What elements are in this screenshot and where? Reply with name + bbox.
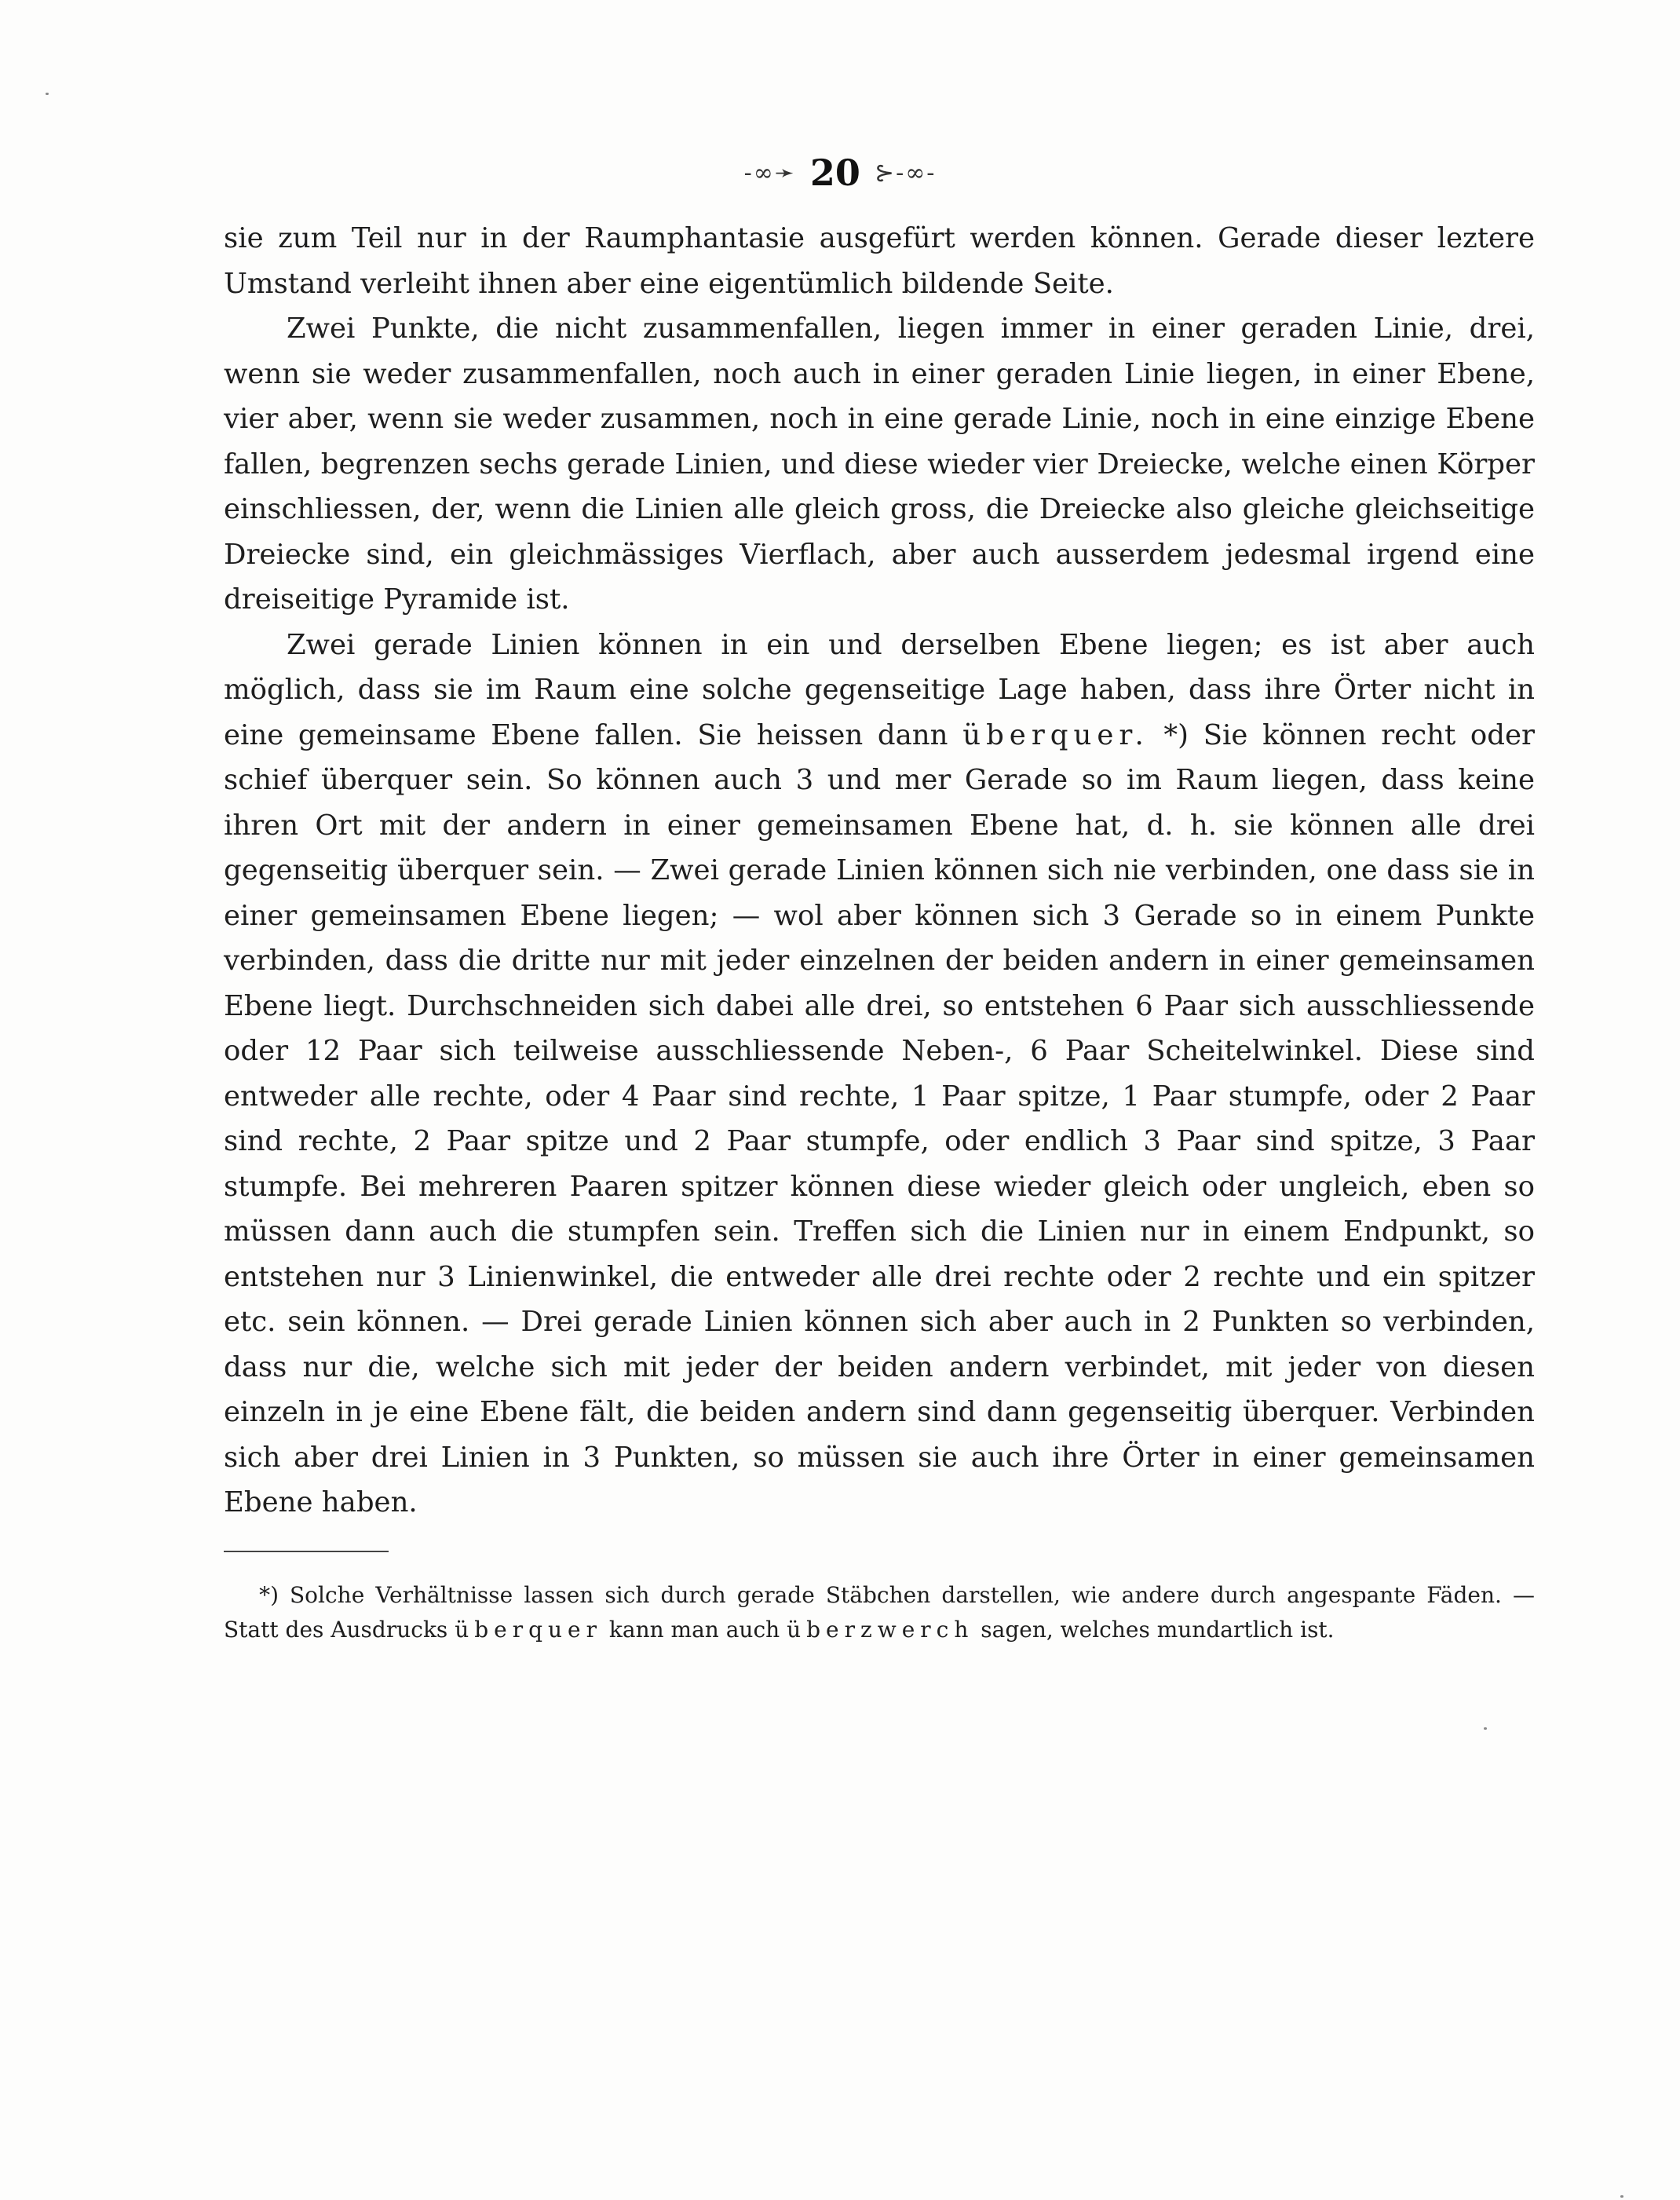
scan-speck [46, 93, 49, 95]
spaced-term: überquer [455, 1617, 603, 1643]
paragraph-text: Zwei gerade Linien können in ein und derselben Ebene liegen; es ist aber auch möglich, dass sie im Raum eine solche gegenseitige Lage haben, dass ihre Örter nicht in eine gemeinsame Ebene fallen. Sie heissen dann [224, 628, 1535, 751]
paragraph-text: sie zum Teil nur in der Raumphantasie ausgefürt werden können. Gerade dieser leztere Umstand verleiht ihnen aber eine eigentümlich bildende Seite. [224, 222, 1535, 300]
footnote-text [224, 1578, 1535, 1647]
ornament-right-icon: ⊱-∞- [874, 159, 937, 187]
paragraph-text: *) Sie können recht oder schief überquer sein. So können auch 3 und mer Gerade so im Raum liegen, dass keine ihren Ort mit der andern in einer gemeinsamen Ebene hat, d. h. sie können alle drei gegenseitig überquer sein. — Zwei gerade Linien können sich nie verbinden, one dass sie in einer gemeinsamen Ebene liegen; — wol aber können sich 3 Gerade so in einem Punkte verbinden, dass die dritte nur mit jeder einzelnen der beiden andern in einer gemeinsamen Ebene liegt. Durchschneiden sich dabei alle drei, so entstehen 6 Paar sich ausschliessende oder 12 Paar sich teilweise ausschliessende Neben-, 6 Paar Scheitelwinkel. Diese sind entweder alle rechte, oder 4 Paar sind rechte, 1 Paar spitze, 1 Paar stumpfe, oder 2 Paar sind rechte, 2 Paar spitze und 2 Paar stumpfe, oder endlich 3 Paar sind spitze, 3 Paar stumpfe. Bei mehreren Paaren spitzer können diese wieder gleich oder ungleich, eben so müssen dann auch die stumpfen sein. Treffen sich die Linien nur in einem Endpunkt, so entstehen nur 3 Linienwinkel, die entweder alle drei rechte oder 2 rechte und ein spitzer etc. sein können. — Drei gerade Linien können sich aber auch in 2 Punkten so verbinden, dass nur die, welche sich mit jeder der beiden andern verbindet, mit jeder von diesen einzeln in je eine Ebene fält, die beiden andern sind dann gegenseitig überquer. Verbinden sich aber drei Linien in 3 Punkten, so müssen sie auch ihre Örter in einer gemeinsamen Ebene haben. [224, 718, 1535, 1518]
spaced-term: überquer. [962, 718, 1149, 751]
footnote-segment: kann man auch [602, 1617, 787, 1643]
page-number: 20 [809, 152, 860, 194]
paragraph-text: Zwei Punkte, die nicht zusammenfallen, liegen immer in einer geraden Linie, drei, wenn sie weder zusammenfallen, noch auch in einer geraden Linie liegen, in einer Ebene, vier aber, wenn sie weder zusammen, noch in eine gerade Linie, noch in eine einzige Ebene fallen, begrenzen sechs gerade Linien, und diese wieder vier Dreiecke, welche einen Körper einschliessen, der, wenn die Linien alle gleich gross, die Dreiecke also gleiche gleichseitige Dreiecke sind, ein gleichmässiges Vierflach, aber auch ausserdem jedesmal irgend eine dreiseitige Pyramide ist. [224, 312, 1535, 616]
paragraph-3 [224, 623, 1535, 1526]
footnote-rule [224, 1551, 389, 1552]
footnote-marker: *) [259, 1582, 279, 1608]
footnote [224, 1578, 1535, 1647]
scan-speck [1484, 1727, 1487, 1730]
body-text [224, 216, 1535, 1526]
paragraph-2 [224, 306, 1535, 623]
spaced-term: überzwerch [787, 1617, 974, 1643]
footnote-segment: sagen, welches mundartlich ist. [973, 1617, 1335, 1643]
scan-speck [1620, 2195, 1623, 2198]
ornament-left-icon: -∞➛ [743, 159, 796, 187]
page-header [0, 149, 1680, 196]
footnote-segment: Solche Verhältnisse lassen sich durch gerade Stäbchen darstellen, wie andere durch angespante Fäden. — Statt des Ausdrucks [224, 1582, 1535, 1643]
paragraph-1 [224, 216, 1535, 306]
